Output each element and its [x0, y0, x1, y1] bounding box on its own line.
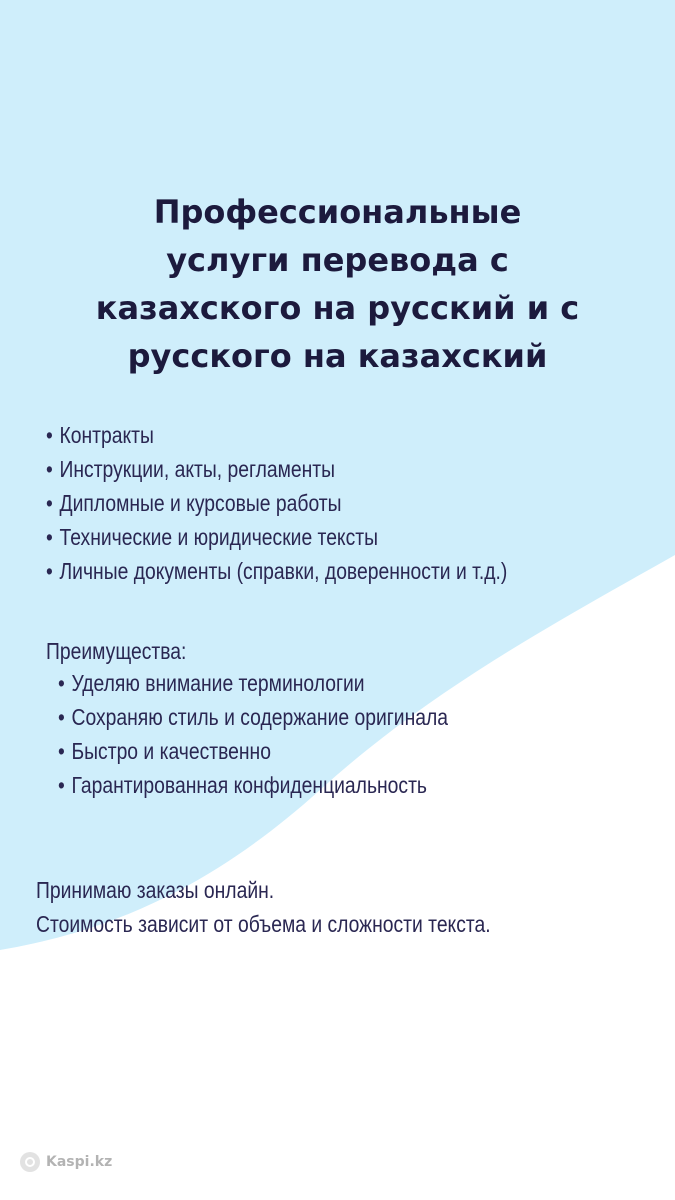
bullet: •	[46, 558, 53, 584]
advantage-item-text: Гарантированная конфиденциальность	[71, 772, 428, 798]
kaspi-logo-icon	[20, 1152, 40, 1172]
title-line: русского на казахский	[127, 337, 548, 375]
advantage-item-text: Уделяю внимание терминологии	[71, 670, 365, 696]
advantages-list	[58, 666, 522, 802]
list-item	[46, 418, 507, 452]
list-item	[46, 486, 507, 520]
page-title	[40, 188, 635, 380]
list-item	[58, 700, 448, 734]
bullet: •	[58, 738, 65, 764]
list-item	[46, 554, 507, 588]
title-line: услуги перевода с	[166, 241, 509, 279]
bullet: •	[46, 524, 53, 550]
bullet: •	[46, 456, 53, 482]
orders-online-text: Принимаю заказы онлайн.	[36, 877, 275, 903]
list-item	[46, 520, 507, 554]
service-item-text: Контракты	[59, 422, 154, 448]
services-list	[46, 418, 595, 588]
service-item-text: Технические и юридические тексты	[59, 524, 379, 550]
bullet: •	[46, 490, 53, 516]
service-item-text: Дипломные и курсовые работы	[59, 490, 342, 516]
bullet: •	[46, 422, 53, 448]
list-item	[46, 452, 507, 486]
service-item-text: Личные документы (справки, доверенности и т.д.)	[59, 558, 508, 584]
bullet: •	[58, 670, 65, 696]
service-item-text: Инструкции, акты, регламенты	[59, 456, 336, 482]
watermark-text: Kaspi.kz	[46, 1154, 113, 1170]
list-item	[58, 666, 448, 700]
advantage-item-text: Быстро и качественно	[71, 738, 271, 764]
bullet: •	[58, 704, 65, 730]
advantage-item-text: Сохраняю стиль и содержание оригинала	[71, 704, 449, 730]
advantages-heading-block	[46, 634, 213, 668]
advantages-heading: Преимущества:	[46, 638, 187, 664]
footer-note	[36, 873, 577, 941]
list-item	[58, 768, 448, 802]
list-item	[58, 734, 448, 768]
price-note-text: Стоимость зависит от объема и сложности текста.	[36, 911, 491, 937]
title-line: Профессиональные	[153, 193, 522, 231]
bullet: •	[58, 772, 65, 798]
title-line: казахского на русский и с	[95, 289, 580, 327]
watermark	[20, 1152, 112, 1172]
